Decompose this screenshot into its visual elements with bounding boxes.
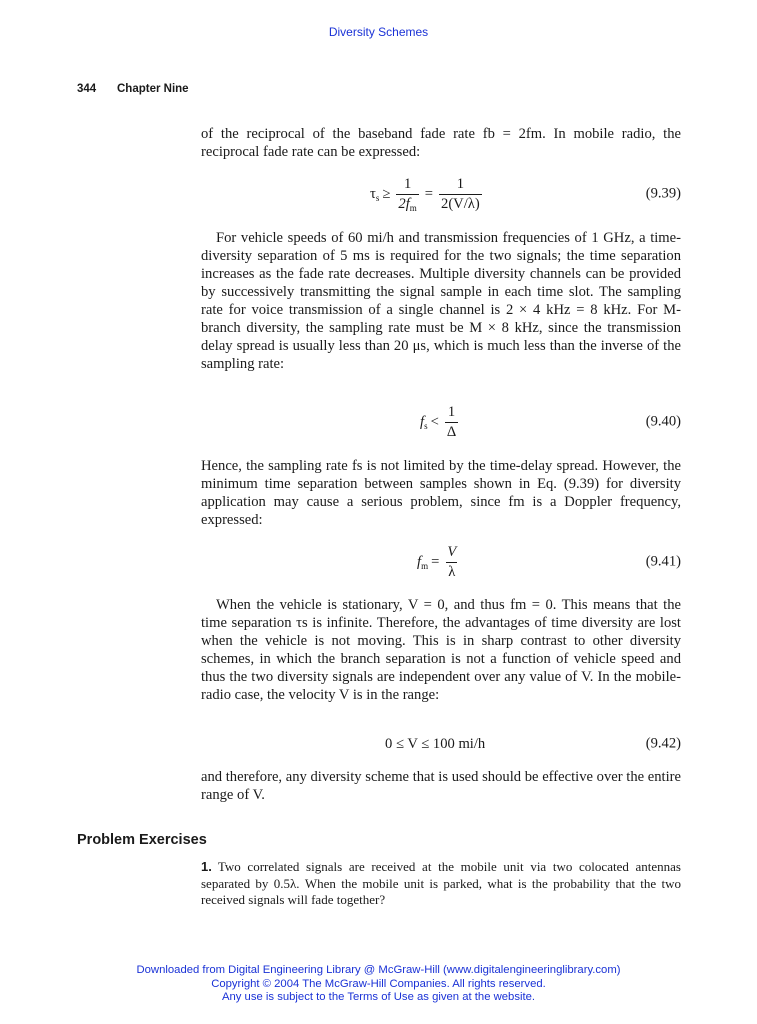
page-number: 344 xyxy=(77,83,97,95)
eq-fraction-2: $\frac{1}{2(V/\lambda)}$ xyxy=(441,175,480,212)
paragraph-1: of the reciprocal of the baseband fade rate fb = 2fm. In mobile radio, the reciprocal fade rate can be expressed: xyxy=(201,126,681,160)
footer-terms[interactable]: Any use is subject to the Terms of Use as given at the website. xyxy=(221,991,536,1003)
eq-relation: = xyxy=(431,553,440,570)
equation-9-40 xyxy=(201,402,681,442)
section-title: Problem Exercises xyxy=(77,832,207,848)
paragraph-5: and therefore, any diversity scheme that is used should be effective over the entire range of V. xyxy=(201,769,681,803)
equation-number: (9.41) xyxy=(645,553,681,570)
footer-copyright: Copyright © 2004 The McGraw-Hill Companies. All rights reserved. xyxy=(211,977,546,990)
eq-lhs: $f_s$ xyxy=(420,413,428,431)
equation-9-39 xyxy=(201,174,681,214)
footer xyxy=(0,964,757,1005)
eq-equals: = xyxy=(424,185,434,202)
running-header: Diversity Schemes xyxy=(328,25,429,39)
footer-download-link[interactable]: Downloaded from Digital Engineering Library @ McGraw-Hill (www.digitalengineeringlibrary.com) xyxy=(136,964,621,976)
paragraph-3: Hence, the sampling rate fs is not limited by the time-delay spread. However, the minimum time separation between samples shown in Eq. (9.39) for diversity application may cause a serious problem, since fm is a Doppler frequency, expressed: xyxy=(201,458,681,528)
eq-relation: ≥ xyxy=(382,185,391,202)
equation-number: (9.40) xyxy=(645,413,681,430)
paragraph-4: When the vehicle is stationary, V = 0, and thus fm = 0. This means that the time separation τs is infinite. Therefore, the advantages of time diversity are lost when the vehicle is not moving. This is in sharp contrast to other diversity schemes, in which the branch separation is not a function of vehicle speed and thus the two diversity signals are independent over any value of V. In the mobile-radio case, the velocity V is in the range: xyxy=(201,597,681,703)
eq-fraction: $\frac{1}{\Delta}$ xyxy=(446,403,457,440)
paragraph-2: For vehicle speeds of 60 mi/h and transmission frequencies of 1 GHz, a time-diversity separation of 5 ms is required for the two signals; the time separation increases as the fade rate decreases. Multiple diversity channels can be provided by successively transmitting the signal sample in each time slot. The sampling rate for voice transmission of a single channel is 2 × 4 kHz = 8 kHz. For M-branch diversity, the sampling rate must be M × 8 kHz, since the transmission delay spread is usually less than 20 μs, which is much less than the inverse of the sampling rate: xyxy=(201,230,681,372)
exercise-number: 1. xyxy=(201,859,212,874)
exercise-text: Two correlated signals are received at the mobile unit via two colocated antennas separated by 0.5λ. When the mobile unit is parked, what is the probability that the two received signals will fade together? xyxy=(201,859,681,907)
eq-relation: < xyxy=(430,413,439,430)
chapter-label: Chapter Nine xyxy=(117,83,189,95)
eq-lhs: $f_m$ xyxy=(417,553,429,571)
eq-lhs: $\tau_s$ xyxy=(370,185,380,203)
eq-fraction: $\frac{V}{\lambda}$ xyxy=(447,543,457,580)
eq-expression: 0 ≤ V ≤ 100 mi/h xyxy=(385,735,486,752)
equation-9-42 xyxy=(201,724,681,764)
equation-number: (9.39) xyxy=(645,185,681,202)
equation-number: (9.42) xyxy=(645,735,681,752)
eq-fraction-1: $\frac{1}{2f_m}$ xyxy=(398,175,417,213)
equation-9-41 xyxy=(201,542,681,582)
exercise-item xyxy=(201,859,681,909)
